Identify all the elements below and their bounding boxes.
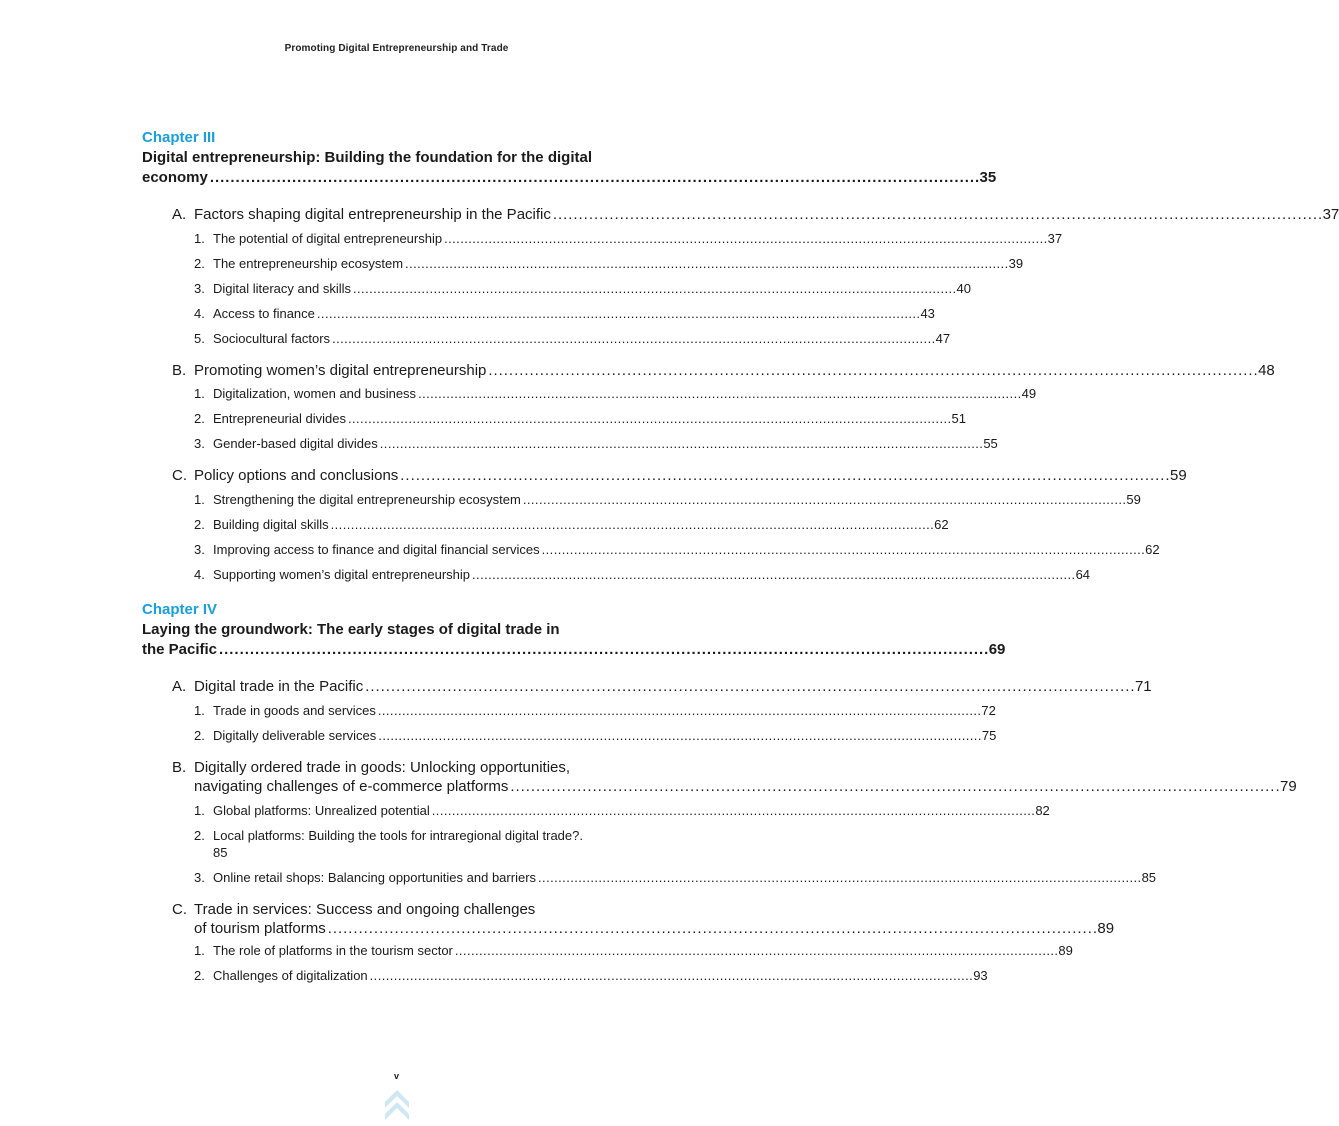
item-title: The role of platforms in the tourism sector <box>213 943 453 958</box>
item-number: 3. <box>194 436 205 451</box>
toc-item[interactable] <box>194 435 998 452</box>
dot-leader <box>488 361 1256 380</box>
item-title: Local platforms: Building the tools for intraregional digital trade?. <box>213 828 583 843</box>
page-ref: 64 <box>1075 567 1091 582</box>
item-number: 1. <box>194 386 205 401</box>
section-heading[interactable] <box>172 361 1275 380</box>
page-ref: 48 <box>1258 362 1275 379</box>
dot-leader <box>380 435 982 452</box>
toc-item[interactable] <box>194 385 1037 402</box>
item-title: Gender-based digital divides <box>213 436 378 451</box>
page-ref: 37 <box>1322 206 1339 223</box>
page-ref: 51 <box>951 411 966 426</box>
toc-item[interactable] <box>194 802 1050 819</box>
section-letter: A. <box>172 678 187 695</box>
dot-leader <box>510 777 1278 796</box>
toc-item[interactable] <box>194 967 988 984</box>
section-title: Promoting women’s digital entrepreneurship <box>194 362 487 379</box>
page-ref: 79 <box>1280 778 1297 795</box>
item-number: 2. <box>194 411 205 426</box>
chapter-3 <box>142 128 1339 583</box>
dot-leader <box>331 516 933 533</box>
item-number: 3. <box>194 870 205 885</box>
item-title: Strengthening the digital entrepreneurship ecosystem <box>213 492 521 507</box>
dot-leader <box>444 230 1046 247</box>
dot-leader <box>400 466 1168 485</box>
section-letter: A. <box>172 206 187 223</box>
table-of-contents <box>142 128 1339 992</box>
page-ref: 47 <box>935 331 951 346</box>
page-ref: 62 <box>1145 542 1160 557</box>
item-number: 2. <box>194 256 205 271</box>
item-number: 1. <box>194 492 205 507</box>
item-number: 3. <box>194 281 205 296</box>
chapter-label: Chapter IV <box>142 601 218 618</box>
section-heading[interactable] <box>172 900 1115 938</box>
section-c <box>172 900 1115 984</box>
item-number: 1. <box>194 231 205 246</box>
section-c <box>172 466 1187 583</box>
toc-item[interactable] <box>194 255 1024 272</box>
toc-item[interactable] <box>194 566 1091 583</box>
dot-leader <box>219 640 987 660</box>
dot-leader <box>542 541 1144 558</box>
chapter-title-entry[interactable] <box>142 640 1006 660</box>
chapter-title-line2: economy <box>142 169 208 186</box>
item-title: Improving access to finance and digital financial services <box>213 542 540 557</box>
toc-item[interactable] <box>194 280 972 297</box>
item-number: 4. <box>194 306 205 321</box>
item-title: Digitalization, women and business <box>213 386 417 401</box>
section-heading[interactable] <box>172 466 1187 485</box>
toc-item[interactable] <box>194 410 966 427</box>
page-ref: 89 <box>1097 920 1115 937</box>
dot-leader <box>353 280 955 297</box>
page-ref: 59 <box>1126 492 1141 507</box>
dot-leader <box>365 677 1133 696</box>
section-b <box>172 758 1297 886</box>
toc-item[interactable] <box>194 727 997 744</box>
dot-leader <box>370 967 972 984</box>
dot-leader <box>210 168 978 188</box>
chapter-title-line1: Digital entrepreneurship: Building the foundation for the digital <box>142 149 592 166</box>
toc-item[interactable] <box>194 491 1141 508</box>
item-title: Digitally deliverable services <box>213 728 377 743</box>
page-ref: 40 <box>956 281 972 296</box>
chapter-title-entry[interactable] <box>142 168 997 188</box>
item-title: Access to finance <box>213 306 315 321</box>
chapter-label: Chapter III <box>142 129 216 146</box>
section-heading[interactable] <box>172 677 1152 696</box>
dot-leader <box>432 802 1034 819</box>
dot-leader <box>328 919 1096 938</box>
chapter-title-line1: Laying the groundwork: The early stages of digital trade in <box>142 621 560 638</box>
section-b <box>172 361 1275 452</box>
item-title: Challenges of digitalization <box>213 968 368 983</box>
page-ref: 85 <box>1141 870 1157 885</box>
section-title: Digital trade in the Pacific <box>194 678 364 695</box>
item-title: Sociocultural factors <box>213 331 331 346</box>
page-ref: 89 <box>1058 943 1073 958</box>
section-a <box>172 677 1152 744</box>
item-number: 2. <box>194 728 205 743</box>
dot-leader <box>523 491 1125 508</box>
toc-item[interactable] <box>194 516 949 533</box>
section-title: Policy options and conclusions <box>194 467 399 484</box>
page-ref: 59 <box>1169 467 1187 484</box>
section-heading[interactable] <box>172 205 1339 224</box>
item-number: 2. <box>194 828 205 843</box>
dot-leader <box>378 702 980 719</box>
double-chevron-up-icon <box>384 1088 410 1126</box>
page-ref: 49 <box>1021 386 1037 401</box>
section-heading[interactable] <box>172 758 1297 796</box>
page-ref: 82 <box>1035 803 1050 818</box>
section-title: Factors shaping digital entrepreneurship in the Pacific <box>194 206 551 223</box>
page-ref: 71 <box>1134 678 1152 695</box>
item-title: Trade in goods and services <box>213 703 376 718</box>
item-number: 1. <box>194 803 205 818</box>
toc-item[interactable] <box>194 330 951 347</box>
dot-leader <box>348 410 950 427</box>
running-header: Promoting Digital Entrepreneurship and Trade <box>284 43 509 54</box>
section-title-line2: of tourism platforms <box>194 920 326 937</box>
toc-item[interactable] <box>194 702 996 719</box>
toc-item[interactable] <box>194 541 1160 558</box>
dot-leader <box>553 205 1321 224</box>
item-number: 2. <box>194 517 205 532</box>
item-title: The potential of digital entrepreneurship <box>213 231 443 246</box>
dot-leader <box>378 727 980 744</box>
item-number: 3. <box>194 542 205 557</box>
page-ref: 37 <box>1047 231 1063 246</box>
section-letter: B. <box>172 362 187 379</box>
page-ref: 62 <box>934 517 949 532</box>
page-ref: 69 <box>988 641 1006 658</box>
section-letter: C. <box>172 467 187 484</box>
item-number: 1. <box>194 703 205 718</box>
page-ref: 93 <box>973 968 988 983</box>
toc-item[interactable] <box>194 869 1157 886</box>
page-ref: 43 <box>920 306 935 321</box>
dot-leader <box>538 869 1140 886</box>
item-title: Online retail shops: Balancing opportunities and barriers <box>213 870 537 885</box>
item-number: 2. <box>194 968 205 983</box>
section-letter: C. <box>172 901 187 918</box>
section-title-line1: Digitally ordered trade in goods: Unlocking opportunities, <box>194 759 571 776</box>
page-ref: 72 <box>981 703 996 718</box>
toc-item[interactable] <box>194 942 1073 959</box>
item-title: Digital literacy and skills <box>213 281 351 296</box>
toc-item[interactable] <box>194 827 652 861</box>
dot-leader <box>332 330 934 347</box>
dot-leader <box>472 566 1074 583</box>
dot-leader <box>405 255 1007 272</box>
dot-leader <box>455 942 1057 959</box>
section-title-line1: Trade in services: Success and ongoing challenges <box>194 901 536 918</box>
item-title: Global platforms: Unrealized potential <box>213 803 430 818</box>
item-title: Supporting women’s digital entrepreneurship <box>213 567 471 582</box>
section-a <box>172 205 1339 347</box>
page-ref: 55 <box>983 436 998 451</box>
item-number: 1. <box>194 943 205 958</box>
item-title: Building digital skills <box>213 517 329 532</box>
page-ref: 85 <box>213 845 228 860</box>
item-number: 4. <box>194 567 205 582</box>
page-ref: 35 <box>979 169 997 186</box>
section-title-line2: navigating challenges of e-commerce platforms <box>194 778 509 795</box>
toc-item[interactable] <box>194 305 935 322</box>
item-title: Entrepreneurial divides <box>213 411 346 426</box>
chapter-title-line2: the Pacific <box>142 641 218 658</box>
page-ref: 75 <box>981 728 997 743</box>
item-number: 5. <box>194 331 205 346</box>
page-ref: 39 <box>1008 256 1024 271</box>
dot-leader <box>418 385 1020 402</box>
page-number: v <box>393 1071 399 1081</box>
dot-leader <box>317 305 919 322</box>
toc-item[interactable] <box>194 230 1063 247</box>
section-letter: B. <box>172 759 187 776</box>
chapter-4 <box>142 600 1297 984</box>
item-title: The entrepreneurship ecosystem <box>213 256 404 271</box>
